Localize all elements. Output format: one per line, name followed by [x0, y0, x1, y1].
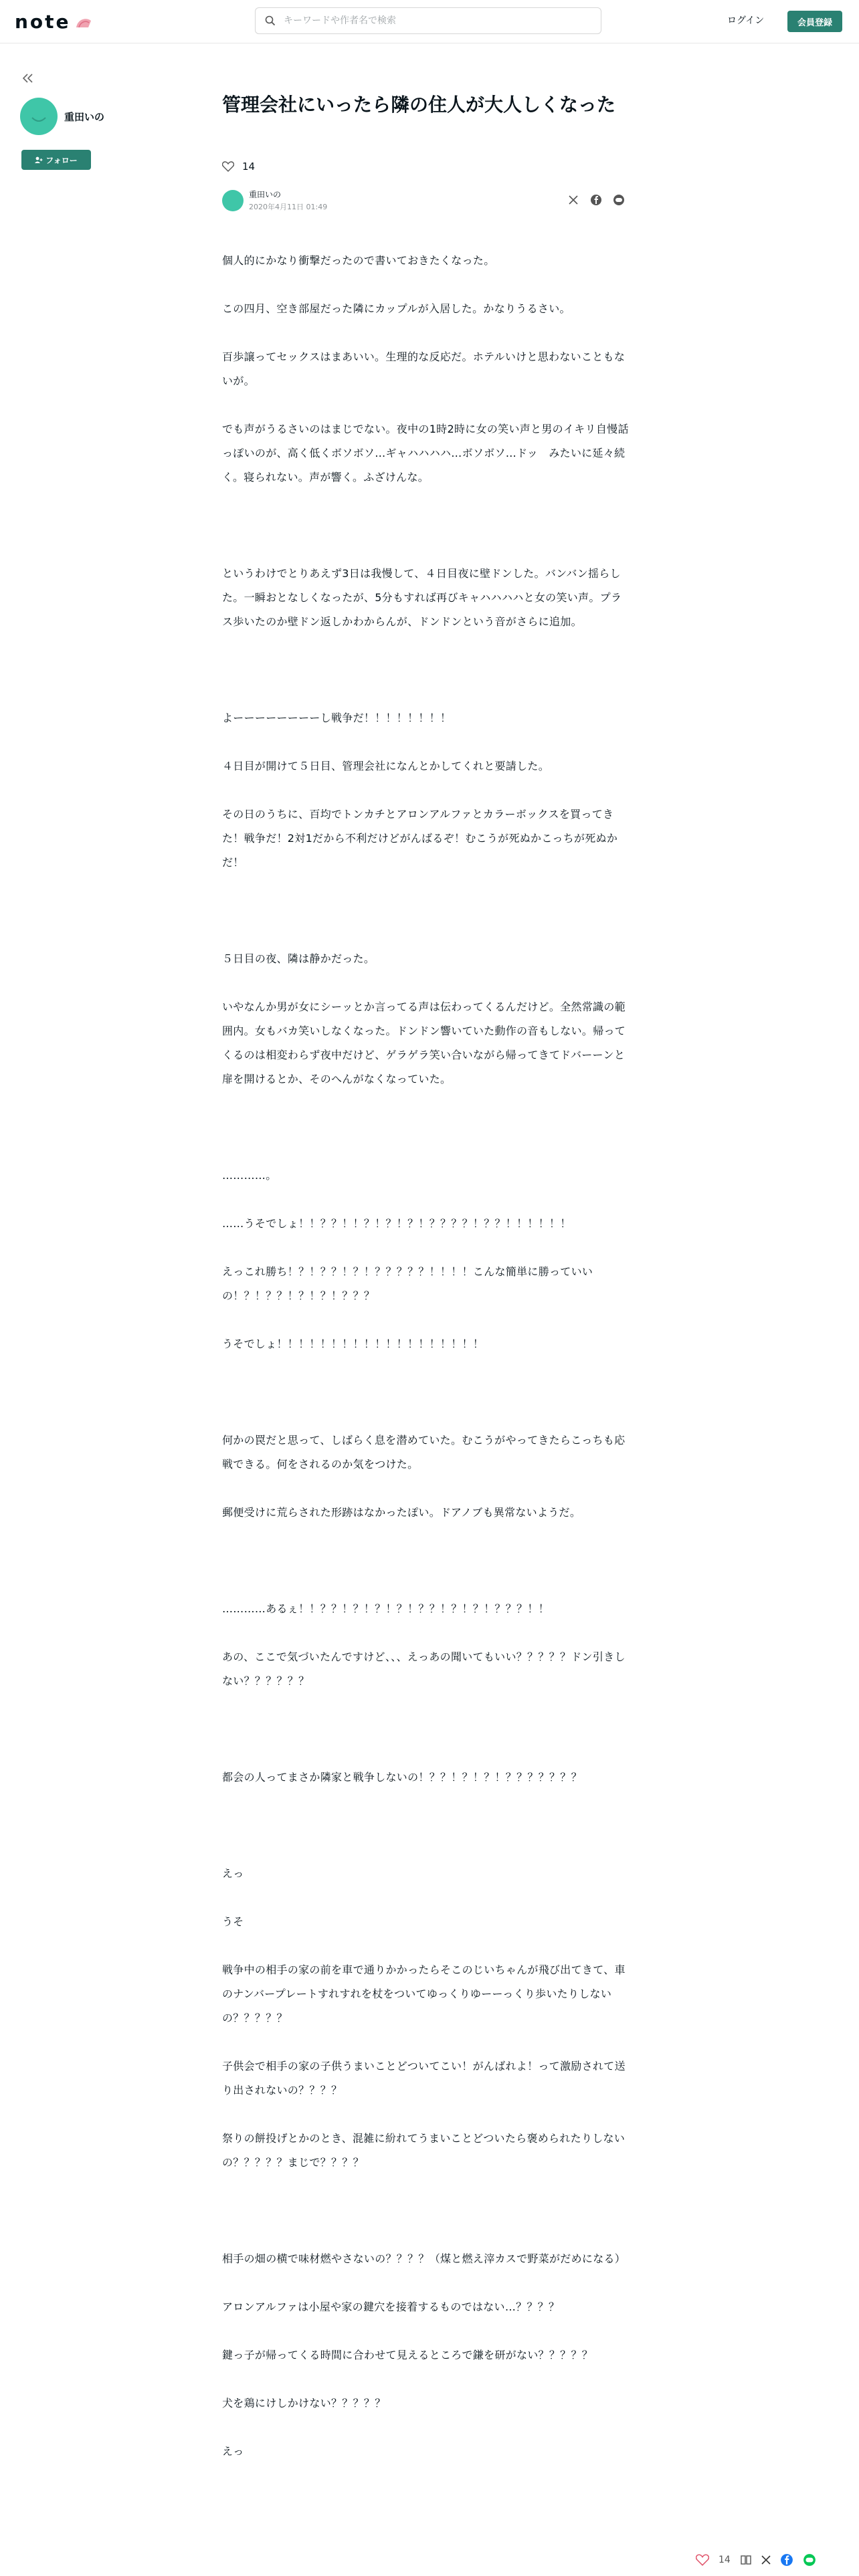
- bottom-like-count: 14: [719, 2555, 731, 2565]
- author-avatar[interactable]: [20, 98, 58, 135]
- paragraph: えっ: [222, 1867, 244, 1880]
- paragraph: 個人的にかなり衝撃だったので書いておきたくなった。: [222, 254, 495, 267]
- paragraph: 犬を鶏にけしかけない？？？？？: [222, 2397, 386, 2409]
- paragraph: 祭りの餅投げとかのとき、混雑に紛れてうまいことどついたら褒められたりしないの？？？？？まじで？？？？: [222, 2132, 626, 2169]
- paragraph: アロンアルファは小屋や家の鍵穴を接着するものではない…？？？？: [222, 2300, 560, 2313]
- paragraph: ４日目が開けて５日目、管理会社になんとかしてくれと要請した。: [222, 760, 550, 772]
- paragraph: 鍵っ子が帰ってくる時間に合わせて見えるところで鎌を研がない？？？？？: [222, 2349, 593, 2361]
- paragraph: よーーーーーーーーし戦争だ！！！！！！！！: [222, 712, 452, 724]
- byline-author-name[interactable]: 重田いの: [249, 190, 282, 199]
- paragraph: この四月、空き部屋だった隣にカップルが入居した。かなりうるさい。: [222, 302, 571, 315]
- floating-action-bar: [696, 2547, 859, 2573]
- paragraph: いやなんか男が女にシーッとか言ってる声は伝わってくるんだけど。全然常識の範囲内。女もバカ笑いしなくなった。ドンドン響いていた動作の音もしない。帰ってくるのは相変わらず夜中だけど、ゲラゲラ笑い合いながら帰ってきてドバーーンと扉を開けるとか、そのへんがなくなっていた。: [222, 1000, 626, 1085]
- line-icon[interactable]: [613, 194, 625, 206]
- site-header: [0, 0, 859, 43]
- x-icon[interactable]: [567, 194, 579, 206]
- paragraph: うそでしょ！！！！！！！！！！！！！！！！！！！: [222, 1337, 484, 1350]
- paragraph: 何かの罠だと思って、しばらく息を潜めていた。むこうがやってきたらこっちも応戦できる。何をされるのか気をつけた。: [222, 1434, 626, 1471]
- bookmark-icon[interactable]: [740, 2554, 752, 2566]
- article-body: [222, 249, 632, 2464]
- byline-avatar[interactable]: [222, 190, 244, 211]
- paragraph: えっこれ勝ち！？！？？！？！？？？？？！！！！こんな簡単に勝っていいの！？！？？！？！？！？？？: [222, 1265, 593, 1302]
- note-logo[interactable]: [15, 11, 92, 33]
- login-link[interactable]: ログイン: [727, 15, 765, 26]
- paragraph: 相手の畑の横で味材燃やさないの？？？？（煤と燃え滓カスで野菜がだめになる）: [222, 2252, 626, 2265]
- paragraph: でも声がうるさいのはまじでない。夜中の1時2時に女の笑い声と男のイキリ自慢話っぽいのが、高く低くボソボソ…ギャハハハハ…ボソボソ…ドッ みたいに延々続く。寝られない。声が響く。ふざけんな。: [222, 423, 629, 484]
- article-header: [222, 90, 637, 120]
- logo-text: note: [15, 11, 71, 33]
- line-icon[interactable]: [803, 2553, 816, 2567]
- search-input[interactable]: [282, 15, 579, 27]
- paragraph: …………あるぇ！！？？！？！？！？！？？！？！？！？？？！！: [222, 1602, 550, 1615]
- facebook-icon[interactable]: [780, 2553, 793, 2567]
- signup-button[interactable]: 会員登録: [787, 11, 842, 32]
- paragraph: ……うそでしょ！！？？！！？！？！？！？？？？！？？！！！！！！: [222, 1217, 571, 1230]
- paragraph: …………。: [222, 1169, 277, 1182]
- follow-icon: [35, 156, 43, 163]
- paragraph: あの、ここで気づいたんですけど、、、えっあの聞いてもいい？？？？？ドン引きしない？？？？？？: [222, 1650, 626, 1687]
- paragraph: 戦争中の相手の家の前を車で通りかかったらそこのじいちゃんが飛び出てきて、車のナンバープレートすれすれを杖をついてゆっくりゆーーっくり歩いたりしないの？？？？？: [222, 1963, 626, 2024]
- paragraph: うそ: [222, 1915, 244, 1928]
- follow-label: フォロー: [45, 155, 78, 165]
- heart-icon[interactable]: [222, 161, 234, 172]
- article-byline: [222, 189, 327, 212]
- share-buttons: [567, 194, 625, 206]
- search-icon: [265, 15, 276, 26]
- like-row: [222, 160, 255, 173]
- logo-decoration-icon: [75, 15, 92, 29]
- paragraph: その日のうちに、百均でトンカチとアロンアルファとカラーボックスを買ってきた！戦争だ！2対1だから不利だけどがんばるぞ！むこうが死ぬかこっちが死ぬかだ！: [222, 808, 618, 869]
- x-icon[interactable]: [761, 2555, 771, 2565]
- paragraph: 子供会で相手の家の子供うまいことどついてこい！がんばれよ！って激励されて送り出されないの？？？？: [222, 2060, 626, 2097]
- paragraph: 郵便受けに荒らされた形跡はなかったぽい。ドアノブも異常ないようだ。: [222, 1506, 581, 1519]
- publish-date: 2020年4月11日 01:49: [249, 203, 328, 211]
- paragraph: 百歩譲ってセックスはまあいい。生理的な反応だ。ホテルいけと思わないこともないが。: [222, 350, 626, 387]
- paragraph: 都会の人ってまさか隣家と戦争しないの！？？！？！？！？？？？？？？: [222, 1771, 582, 1784]
- paragraph: えっ: [222, 2445, 244, 2458]
- facebook-icon[interactable]: [590, 194, 602, 206]
- like-count: 14: [242, 160, 256, 173]
- heart-icon[interactable]: [696, 2554, 709, 2566]
- collapse-icon[interactable]: [23, 72, 33, 86]
- article-title: 管理会社にいったら隣の住人が大人しくなった: [222, 94, 616, 116]
- paragraph: というわけでとりあえず3日は我慢して、４日目夜に壁ドンした。バンバン揺らした。一瞬おとなしくなったが、5分もすれば再びキャハハハハと女の笑い声。プラス歩いたのか壁ドン返しかわからんが、ドンドンという音がさらに追加。: [222, 567, 622, 628]
- search-box[interactable]: [255, 7, 601, 34]
- paragraph: ５日目の夜、隣は静かだった。: [222, 952, 375, 965]
- sidebar-author-name[interactable]: 重田いの: [64, 111, 105, 123]
- follow-button[interactable]: [21, 150, 91, 170]
